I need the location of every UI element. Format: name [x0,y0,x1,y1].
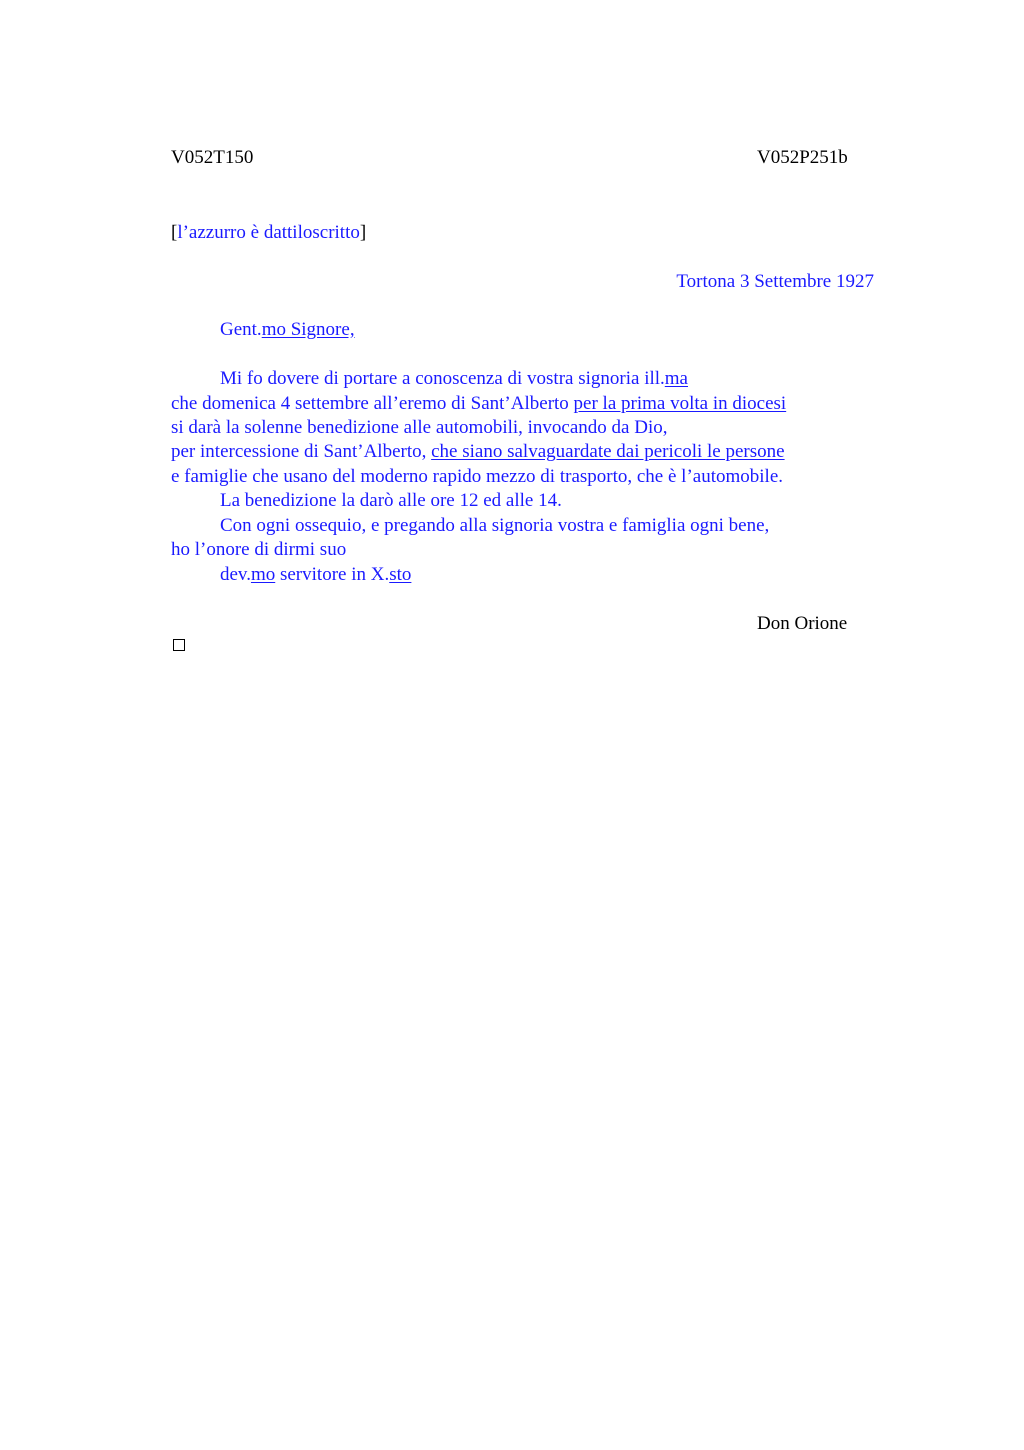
editorial-note [171,221,366,245]
signature: Don Orione [757,613,848,634]
closing-part-d: sto [389,564,412,585]
body-line-4-underlined: che siano salvaguardate dai pericoli le persone [431,441,785,462]
closing-line [220,563,411,587]
body-line-5: e famiglie che usano del moderno rapido mezzo di trasporto, che è l’automobile. [171,466,784,487]
body-line-4 [171,440,785,464]
body-line-2 [171,392,786,416]
body-line-6: La benedizione la darò alle ore 12 ed alle 14. [220,490,562,511]
document-code-right: V052P251b [757,147,848,168]
body-line-1-text: Mi fo dovere di portare a conoscenza di vostra signoria ill. [220,368,665,389]
closing-part-c: servitore in X. [275,564,390,585]
note-text: l’azzurro è dattiloscritto [177,222,360,243]
body-line-2-text: che domenica 4 settembre all’eremo di Sant’Alberto [171,393,574,414]
document-code-left: V052T150 [171,147,254,168]
body-line-7: Con ogni ossequio, e pregando alla signoria vostra e famiglia ogni bene, [220,515,770,536]
salutation-part: Gent. [220,319,262,340]
body-line-1-underlined: ma [664,368,688,389]
body-line-8: ho l’onore di dirmi suo [171,539,347,560]
body-line-1 [220,367,688,391]
checkbox-square-icon [173,639,185,651]
salutation [220,318,355,342]
closing-part-a: dev. [220,564,251,585]
salutation-underlined: mo Signore, [261,319,355,340]
body-line-4-text: per intercessione di Sant’Alberto, [171,441,432,462]
body-line-3: si darà la solenne benedizione alle automobili, invocando da Dio, [171,417,668,438]
closing-part-b: mo [250,564,276,585]
body-line-2-underlined: per la prima volta in diocesi [573,393,787,414]
note-bracket-close: ] [359,222,367,243]
letter-date: Tortona 3 Settembre 1927 [676,271,874,292]
note-bracket-open: [ [171,222,178,243]
